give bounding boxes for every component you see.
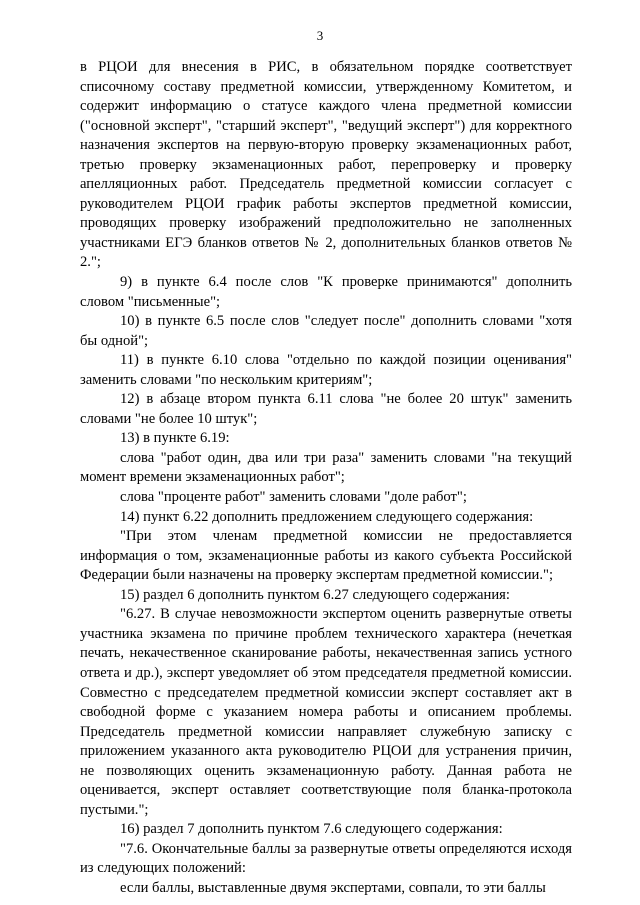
paragraph: "При этом членам предметной комиссии не предоставляется информация о том, экзаменационные работы из какого субъекта Российской Федерации были назначены на проверку экспертам предметной комиссии."; <box>80 528 572 584</box>
paragraph: слова "проценте работ" заменить словами "доле работ"; <box>120 489 467 506</box>
paragraph: 13) в пункте 6.19: <box>120 430 230 447</box>
paragraph: 15) раздел 6 дополнить пунктом 6.27 следующего содержания: <box>120 586 510 603</box>
page-number: 3 <box>316 28 324 43</box>
paragraph: в РЦОИ для внесения в РИС, в обязательном порядке соответствует списочному составу предметной комиссии, утвержденному Комитетом, и содержит информацию о статусе каждого члена предметной комиссии ("основной эксперт", "старший эксперт", "ведущий эксперт") для корректного назначения экспертов на первую-вторую проверку экзаменационных работ, третью проверку экзаменационных работ, перепроверку и проверку апелляционных работ. Председатель предметной комиссии согласует с руководителем РЦОИ график работы экспертов предметной комиссии, проводящих проверку изображений предположительно не заполненных участниками ЕГЭ бланков ответов № 2, дополнительных бланков ответов № 2."; <box>80 59 572 271</box>
paragraph: слова "работ один, два или три раза" заменить словами "на текущий момент времени экзаменационных работ"; <box>80 449 572 486</box>
document-body <box>80 58 572 899</box>
paragraph: 12) в абзаце втором пункта 6.11 слова "не более 20 штук" заменить словами "не более 10 штук"; <box>80 391 572 427</box>
paragraph: "6.27. В случае невозможности экспертом оценить развернутые ответы участника экзамена по причине проблем технического характера (нечеткая печать, некачественное сканирование работы, некачественная запись устного ответа и др.), эксперт уведомляет об этом председателя предметной комиссии. Совместно с председателем предметной комиссии эксперт составляет акт в свободной форме с указанием номера работы и описанием проблемы. Председатель предметной комиссии направляет служебную записку с приложением указанного акта руководителю РЦОИ для устранения причин, не позволяющих оценить экзаменационную работу. Данная работа не оценивается, эксперт оставляет соответствующие поля бланка-протокола пустыми."; <box>80 606 572 818</box>
paragraph: 11) в пункте 6.10 слова "отдельно по каждой позиции оценивания" заменить словами "по нескольким критериям"; <box>80 352 572 388</box>
paragraph: 16) раздел 7 дополнить пунктом 7.6 следующего содержания: <box>120 821 503 838</box>
paragraph: 14) пункт 6.22 дополнить предложением следующего содержания: <box>120 508 534 525</box>
paragraph: 9) в пункте 6.4 после слов "К проверке принимаются" дополнить словом "письменные"; <box>80 274 572 310</box>
paragraph: 10) в пункте 6.5 после слов "следует после" дополнить словами "хотя бы одной"; <box>80 313 572 349</box>
paragraph: "7.6. Окончательные баллы за развернутые ответы определяются исходя из следующих положений: <box>80 840 572 877</box>
paragraph: если баллы, выставленные двумя экспертами, совпали, то эти баллы <box>120 879 546 896</box>
